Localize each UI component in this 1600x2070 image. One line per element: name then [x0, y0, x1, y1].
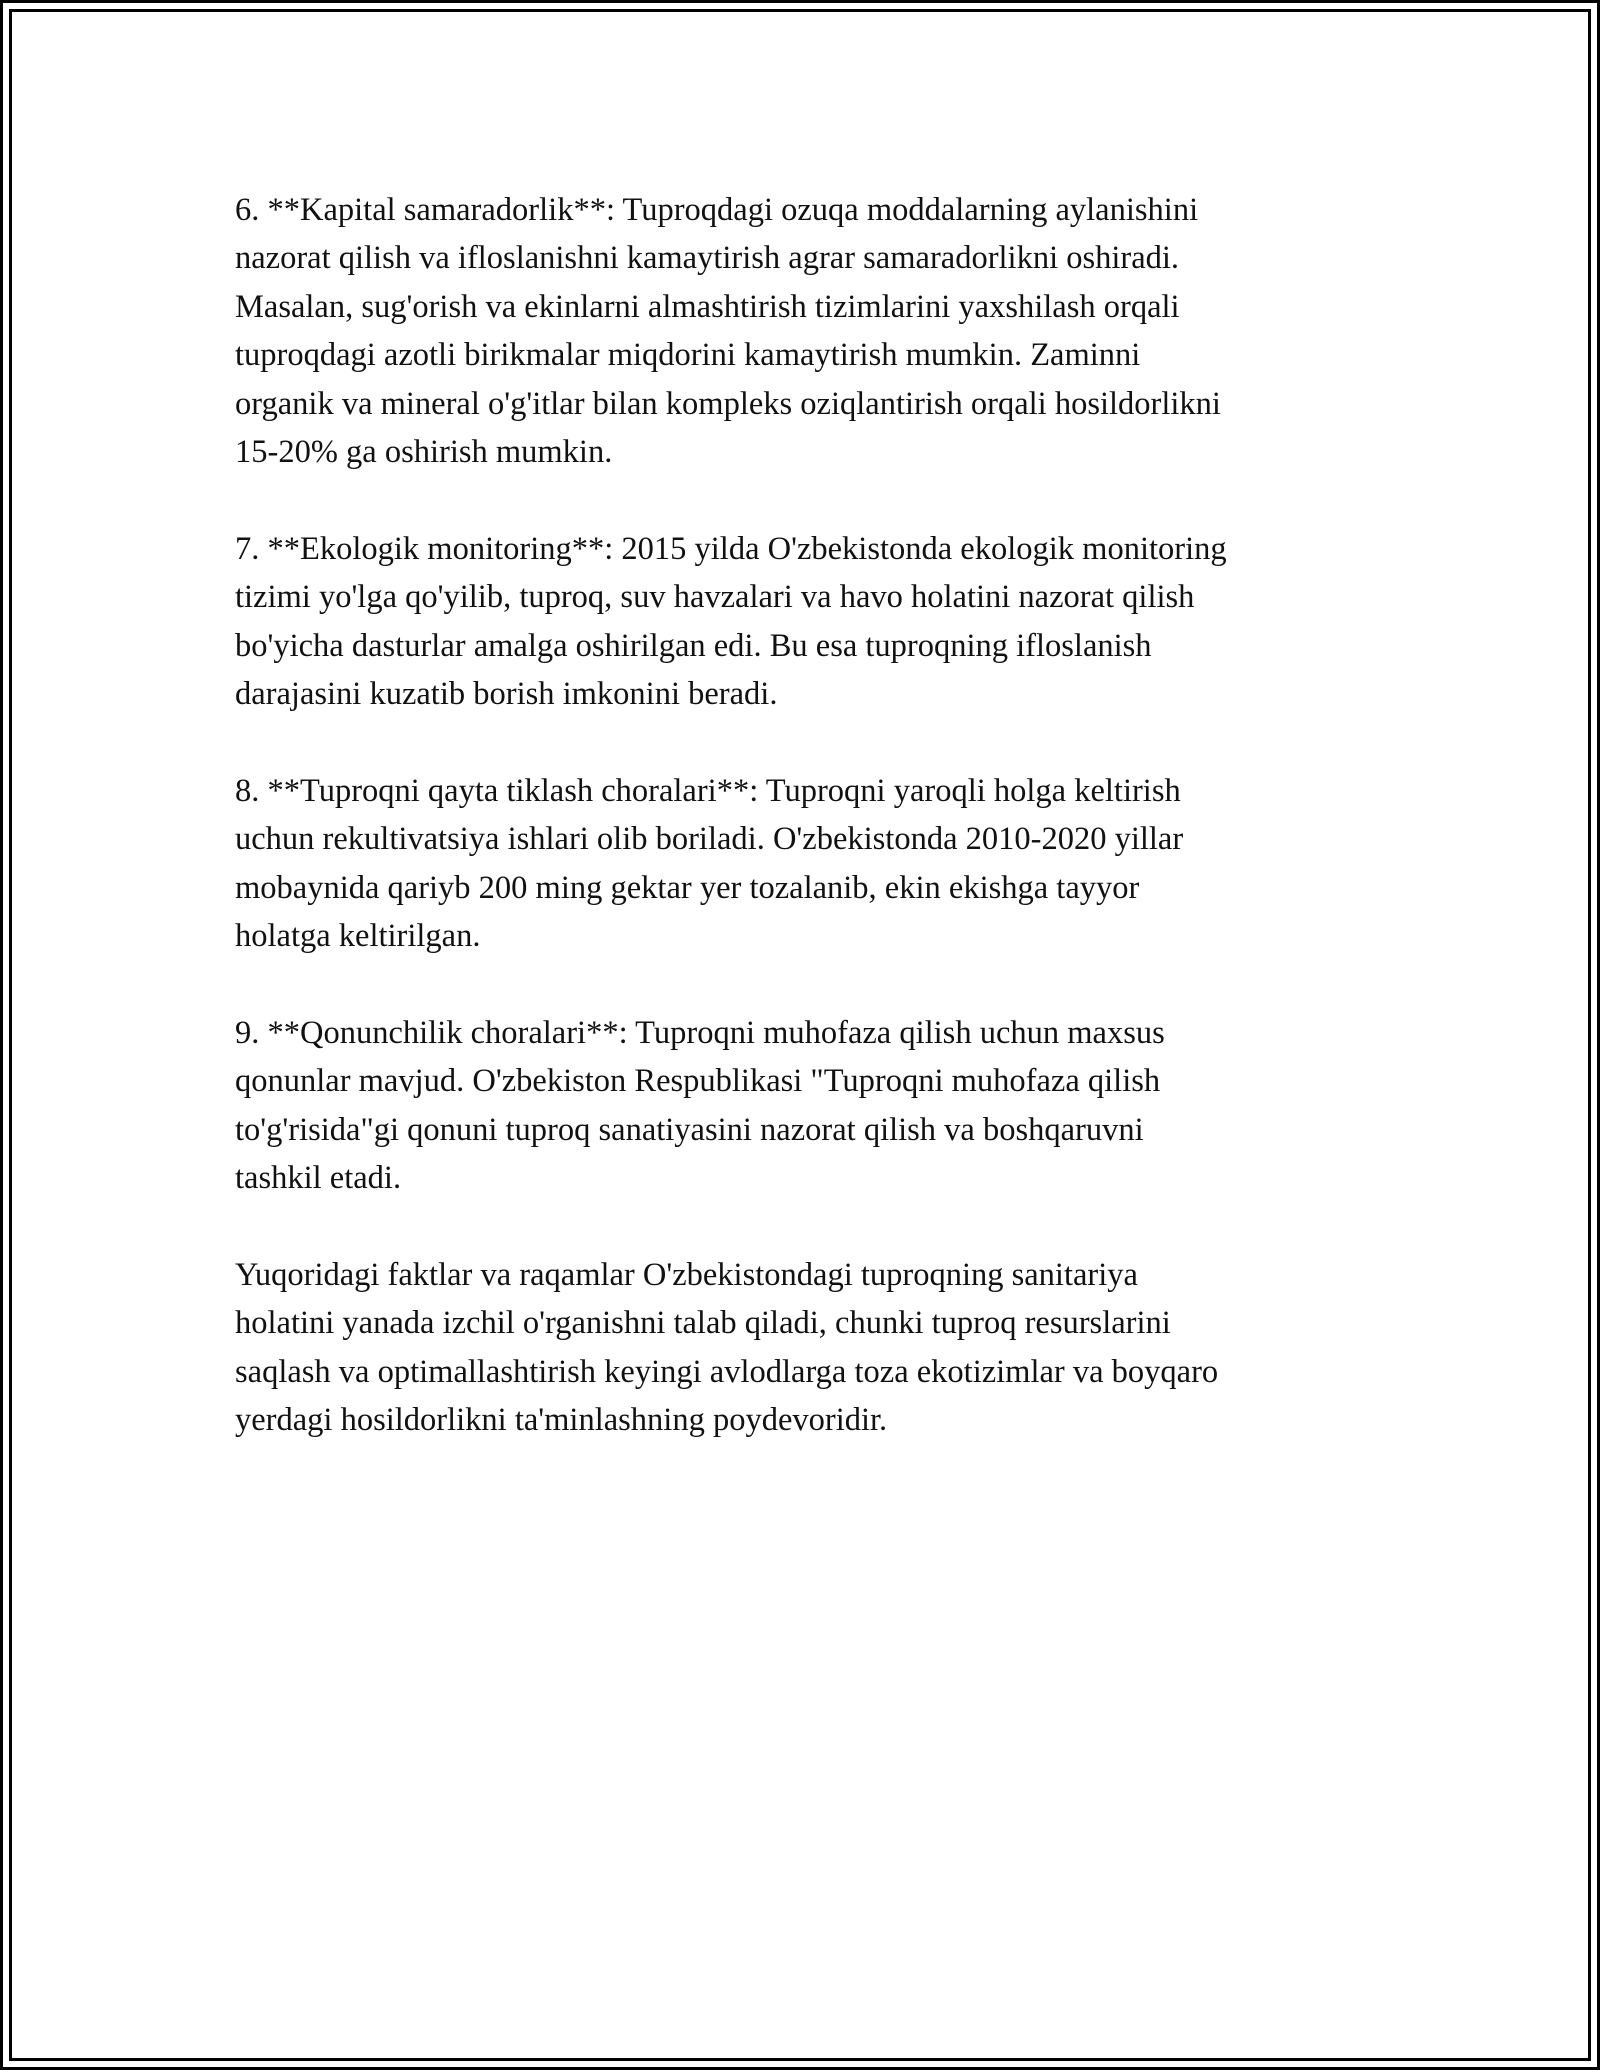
text-line: 8. **Tuproqni qayta tiklash choralari**: Tuproqni yaroqli holga keltirish [235, 772, 1181, 809]
text-line: mobaynida qariyb 200 ming gektar yer tozalanib, ekin ekishga tayyor [235, 869, 1140, 906]
text-line: 15-20% ga oshirish mumkin. [235, 434, 613, 471]
text-line: bo'yicha dasturlar amalga oshirilgan edi. Bu esa tuproqning ifloslanish [235, 627, 1152, 664]
paragraph-conclusion [235, 1251, 1365, 1445]
text-line: holatini yanada izchil o'rganishni talab qiladi, chunki tuproq resurslarini [235, 1305, 1171, 1342]
text-line: nazorat qilish va ifloslanishni kamaytirish agrar samaradorlikni oshiradi. [235, 240, 1180, 277]
text-line: to'g'risida"gi qonuni tuproq sanatiyasini nazorat qilish va boshqaruvni [235, 1111, 1144, 1148]
text-line: Masalan, sug'orish va ekinlarni almashtirish tizimlarini yaxshilash orqali [235, 288, 1180, 325]
paragraph-8-tuproqni-qayta-tiklash [235, 767, 1365, 961]
paragraph-6-kapital-samaradorlik [235, 186, 1365, 476]
text-line: holatga keltirilgan. [235, 918, 481, 955]
text-line: 9. **Qonunchilik choralari**: Tuproqni muhofaza qilish uchun maxsus [235, 1014, 1165, 1051]
text-line: 6. **Kapital samaradorlik**: Tuproqdagi ozuqa moddalarning aylanishini [235, 192, 1199, 228]
text-line: Yuqoridagi faktlar va raqamlar O'zbekistondagi tuproqning sanitariya [235, 1256, 1138, 1293]
text-line: organik va mineral o'g'itlar bilan kompleks oziqlantirish orqali hosildorlikni [235, 385, 1221, 422]
text-line: saqlash va optimallashtirish keyingi avlodlarga toza ekotizimlar va boyqaro [235, 1353, 1219, 1390]
paragraph-9-qonunchilik-choralari [235, 1009, 1365, 1203]
text-line: 7. **Ekologik monitoring**: 2015 yilda O'zbekistonda ekologik monitoring [235, 530, 1227, 567]
text-line: tuproqdagi azotli birikmalar miqdorini kamaytirish mumkin. Zaminni [235, 337, 1141, 374]
text-line: tashkil etadi. [235, 1160, 402, 1197]
document-body [235, 186, 1365, 1445]
text-line: darajasini kuzatib borish imkonini beradi. [235, 676, 778, 713]
text-line: tizimi yo'lga qo'yilib, tuproq, suv havzalari va havo holatini nazorat qilish [235, 579, 1195, 616]
text-line: uchun rekultivatsiya ishlari olib boriladi. O'zbekistonda 2010-2020 yillar [235, 821, 1184, 858]
text-line: qonunlar mavjud. O'zbekiston Respublikasi "Tuproqni muhofaza qilish [235, 1063, 1161, 1100]
text-line: yerdagi hosildorlikni ta'minlashning poydevoridir. [235, 1402, 888, 1439]
paragraph-7-ekologik-monitoring [235, 525, 1365, 719]
